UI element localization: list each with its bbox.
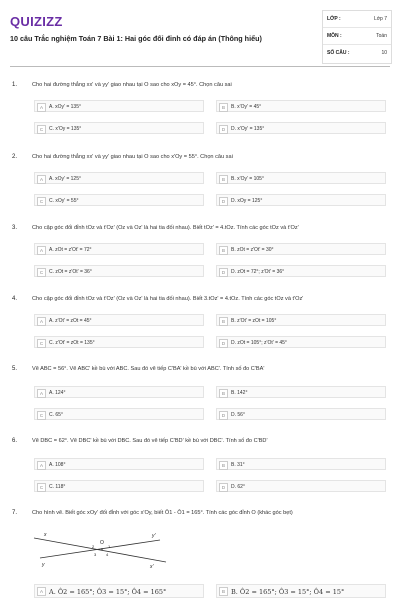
option-text: B. Ô2 = 165°; Ô3 = 15°; Ô4 = 15° (231, 587, 345, 596)
option-key: B (219, 587, 228, 596)
question-text: Cho hai đường thẳng xx' và yy' giao nhau tại O sao cho x'Oy = 55°. Chọn câu sai (32, 154, 233, 160)
option-c[interactable] (34, 265, 204, 277)
option-text: B. z'Ot' = zOt = 105° (231, 317, 277, 324)
question-number: 1. (12, 82, 18, 88)
option-d[interactable] (216, 122, 386, 134)
info-row-count (323, 45, 391, 61)
question-number: 6. (12, 438, 18, 444)
option-key: B (219, 246, 228, 255)
option-text: A. zOt = z'Ot' = 72° (49, 246, 92, 253)
option-b[interactable] (216, 584, 386, 598)
option-b[interactable] (216, 172, 386, 184)
option-b[interactable] (216, 314, 386, 326)
info-row-subject (323, 28, 391, 45)
header-divider (10, 66, 390, 67)
option-b[interactable] (216, 100, 386, 112)
option-text: D. zOt = 105°; z'Ot' = 45° (231, 339, 287, 346)
figure-label: 2 (92, 544, 95, 549)
info-value: 10 (381, 50, 387, 56)
option-key: C (37, 268, 46, 277)
option-text: A. Ô2 = 165°; Ô3 = 15°; Ô4 = 165° (49, 587, 167, 596)
option-b[interactable] (216, 458, 386, 470)
figure-label: y' (152, 533, 156, 539)
option-text: D. 56° (231, 411, 245, 418)
option-text: B. 31° (231, 461, 245, 468)
info-label: SỐ CÂU : (327, 50, 350, 56)
option-key: D (219, 197, 228, 206)
option-a[interactable] (34, 100, 204, 112)
option-a[interactable] (34, 386, 204, 398)
question-text: Vẽ DBC = 62°. Vẽ DBC' kề bù với DBC. Sau đó vẽ tiếp C'BD' kề bù với DBC'. Tính số đo C'BD' (32, 438, 268, 444)
question-text: Cho hình vẽ. Biết góc xOy' đối đỉnh với góc x'Oy, biết Ô1 - Ô1 = 165°. Tính các góc đỉnh O (khác góc bẹt) (32, 510, 293, 516)
option-key: A (37, 175, 46, 184)
option-key: B (219, 103, 228, 112)
figure-label: 1 (108, 544, 111, 549)
question-number: 3. (12, 225, 18, 231)
option-d[interactable] (216, 480, 386, 492)
page-title: 10 câu Trắc nghiệm Toán 7 Bài 1: Hai góc đối đỉnh có đáp án (Thông hiểu) (10, 34, 262, 43)
option-text: C. x'Oy = 135° (49, 125, 82, 132)
option-key: C (37, 483, 46, 492)
option-text: A. 124° (49, 389, 66, 396)
question-text: Vẽ ABC = 56°. Vẽ ABC' kề bù với ABC. Sau đó vẽ tiếp C'BA' kề bù với ABC'. Tính số đo C'BA' (32, 366, 265, 372)
option-text: A. z'Ot' = zOt = 45° (49, 317, 92, 324)
figure-label: x' (150, 564, 154, 570)
info-value: Lớp 7 (373, 16, 387, 22)
option-text: C. 118° (49, 483, 66, 490)
option-key: C (37, 197, 46, 206)
figure-label: 4 (106, 552, 109, 557)
option-key: D (219, 268, 228, 277)
info-label: LỚP : (327, 16, 341, 22)
option-text: A. xOy' = 125° (49, 175, 81, 182)
option-text: B. x'Oy' = 105° (231, 175, 264, 182)
info-label: MÔN : (327, 33, 342, 39)
question-number: 4. (12, 296, 18, 302)
question-number: 2. (12, 154, 18, 160)
option-a[interactable] (34, 243, 204, 255)
option-key: A (37, 317, 46, 326)
option-b[interactable] (216, 243, 386, 255)
option-text: D. 62° (231, 483, 245, 490)
option-text: C. z'Ot' = zOt = 135° (49, 339, 95, 346)
option-a[interactable] (34, 314, 204, 326)
info-value: Toán (376, 33, 387, 39)
option-d[interactable] (216, 336, 386, 348)
option-text: D. x'Oy' = 135° (231, 125, 265, 132)
option-key: C (37, 411, 46, 420)
option-text: B. zOt = z'Ot' = 30° (231, 246, 274, 253)
option-key: A (37, 461, 46, 470)
option-key: B (219, 461, 228, 470)
question-text: Cho cặp góc đối đỉnh tOz và t'Oz' (Oz và Oz' là hai tia đối nhau). Biết tOz' = 4.tOz. Tính các góc tOz và t'Oz' (32, 225, 299, 231)
figure-label: y (42, 562, 45, 568)
option-key: C (37, 339, 46, 348)
info-row-grade (323, 11, 391, 28)
question-text: Cho cặp góc đối đỉnh tOz và t'Oz' (Oz và Oz' là hai tia đối nhau). Biết 3.tOz' = 4.tOz. Tính các góc tOz và t'Oz' (32, 296, 304, 302)
option-d[interactable] (216, 194, 386, 206)
option-text: C. zOt = z'Ot' = 36° (49, 268, 92, 275)
option-c[interactable] (34, 480, 204, 492)
option-text: B. 142° (231, 389, 248, 396)
option-key: B (219, 175, 228, 184)
option-text: B. x'Oy' = 45° (231, 103, 262, 110)
figure-label: O (100, 540, 104, 546)
option-key: D (219, 411, 228, 420)
option-text: C. 65° (49, 411, 63, 418)
option-text: A. xOy' = 135° (49, 103, 81, 110)
option-a[interactable] (34, 458, 204, 470)
option-text: D. zOt = 72°; z'Ot' = 36° (231, 268, 285, 275)
option-c[interactable] (34, 408, 204, 420)
quizizz-logo: QUIZIZZ (10, 14, 63, 29)
option-key: B (219, 389, 228, 398)
question-number: 7. (12, 510, 18, 516)
option-c[interactable] (34, 122, 204, 134)
option-key: D (219, 125, 228, 134)
option-text: C. xOy' = 55° (49, 197, 79, 204)
figure-label: x (44, 532, 47, 538)
option-c[interactable] (34, 336, 204, 348)
option-text: D. xOy = 125° (231, 197, 263, 204)
intersecting-lines-figure (30, 528, 170, 570)
option-key: B (219, 317, 228, 326)
option-key: A (37, 587, 46, 596)
question-text: Cho hai đường thẳng xx' và yy' giao nhau tại O sao cho xOy = 45°. Chọn câu sai (32, 82, 232, 88)
question-number: 5. (12, 366, 18, 372)
option-a[interactable] (34, 172, 204, 184)
option-key: C (37, 125, 46, 134)
info-box (322, 10, 392, 64)
option-d[interactable] (216, 265, 386, 277)
option-b[interactable] (216, 386, 386, 398)
option-key: A (37, 103, 46, 112)
option-key: D (219, 339, 228, 348)
option-text: A. 108° (49, 461, 66, 468)
option-key: A (37, 389, 46, 398)
option-a[interactable] (34, 584, 204, 598)
option-d[interactable] (216, 408, 386, 420)
option-key: A (37, 246, 46, 255)
figure-label: 3 (94, 552, 97, 557)
option-c[interactable] (34, 194, 204, 206)
option-key: D (219, 483, 228, 492)
